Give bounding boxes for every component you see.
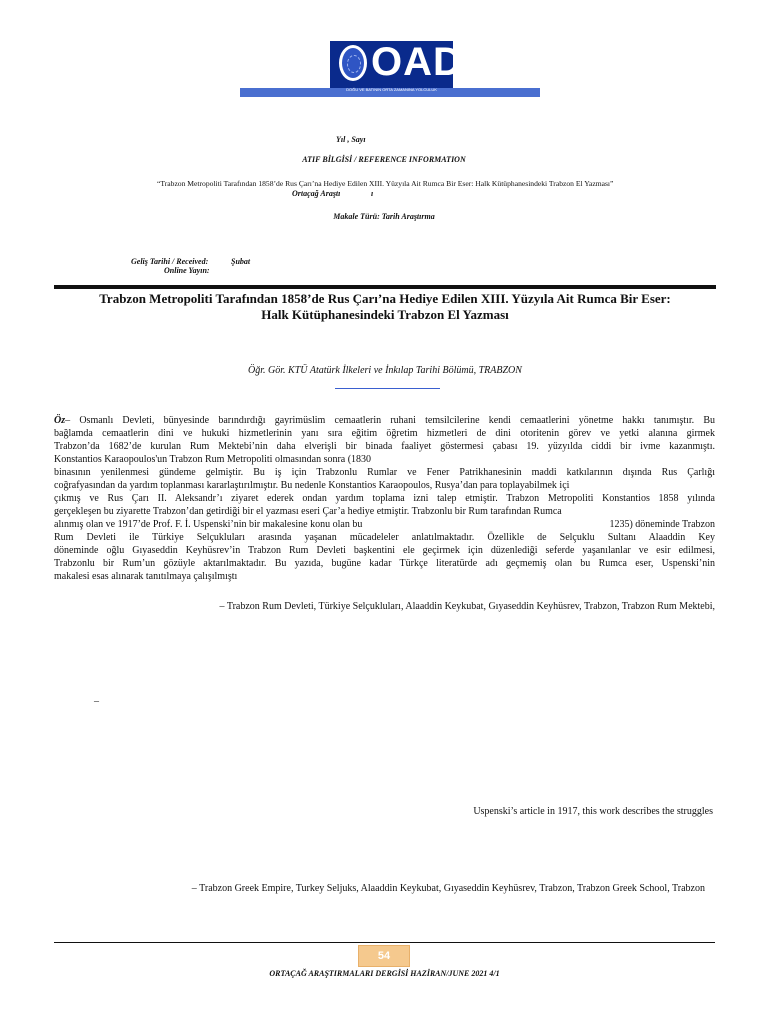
abstract-line-8: gerçekleşen bu ziyarette Trabzon’dan getirdiği bir el yazması eseri Çar’a hediye etmiştir. Trabzonlu bir Rum tarafından Rumca (54, 506, 562, 517)
seal-icon (339, 45, 367, 81)
abstract-line-9a: alınmış olan ve 1917’de Prof. F. İ. Uspenski’nin bir makalesine konu olan bu (54, 519, 363, 530)
title-rule (54, 285, 716, 289)
english-dash: – (94, 696, 99, 707)
author-line: Öğr. Gör. KTÜ Atatürk İlkeleri ve İnkılap Tarihi Bölümü, TRABZON (248, 365, 522, 376)
abstract-line-4: Konstantios Karaopoulos'un Trabzon Rum Metropoliti olmasından sonra (1830 (54, 454, 372, 465)
abstract-line-6: coğrafyasından da yardım toplanması kararlaştırılmıştır. Bu nedenle Konstantios Karaopoulos, Rusya’dan para toplayabilmek içi (54, 480, 570, 491)
journal-footer: ORTAÇAĞ ARAŞTIRMALARI DERGİSİ HAZİRAN/JUNE 2021 4/1 (269, 969, 500, 978)
keywords-tr: – Trabzon Rum Devleti, Türkiye Selçukluları, Alaaddin Keykubat, Gıyaseddin Keyhüsrev, Trabzon, Trabzon Rum Mektebi, (219, 601, 715, 612)
author-rule (335, 388, 440, 389)
citation-text: “Trabzon Metropoliti Tarafından 1858’de Rus Çarı’na Hediye Edilen XIII. Yüzyıla Ait Rumca Bir Eser: Halk Kütüphanesindeki Trabzon El Yazması” (157, 179, 614, 188)
logo-subtitle: DOĞU VE BATININ ORTA ZAMANINA YOLCULUK (346, 87, 437, 92)
article-title (54, 291, 716, 323)
abstract-line-11: döneminde oğlu Gıyaseddin Keyhüsrev’in Trabzon Rum Devleti başkentini ele geçirmek için düzenlediği seferde yaşanılanlar ve esir edilmesi, (54, 545, 715, 556)
title-line-2: Halk Kütüphanesindeki Trabzon El Yazması (261, 307, 509, 322)
citation-journal: Ortaçağ Araştı (292, 189, 341, 198)
abstract-line-7: çıkmış ve Rus Çarı II. Aleksandr’ı ziyaret ederek ondan yardım toplama izni talep etmiştir. Trabzon Metropoliti Konstantios 1858 yılında (54, 493, 715, 504)
journal-logo (330, 40, 463, 88)
footer-rule (54, 942, 715, 943)
article-type: Makale Türü: Tarih Araştırma (333, 212, 435, 221)
abstract-line-13: makalesi esas alınarak tanıtılmaya çalışılmıştı (54, 571, 238, 582)
page-number-badge: 54 (358, 945, 410, 967)
logo-letters: OAD (371, 40, 463, 84)
abstract-line-2: bağlamda cemaatlerin dini ve hukuki hizmetlerinin yanı sıra eğitim öğretim hizmetleri de dini otoritenin görev ve yetki alanına girmek (54, 428, 715, 439)
online-label: Online Yayın: (164, 266, 210, 275)
abstract-line-9b: 1235) döneminde Trabzon (609, 519, 715, 530)
abstract-label: Öz (54, 415, 66, 426)
abstract-line-5: binasının yenilenmesi gündeme gelmiştir. Bu iş için Trabzonlu Rumlar ve Fener Patrikhanesinin maddi katkılarının dışında Rus Çarlığı (54, 467, 715, 478)
keywords-en: – Trabzon Greek Empire, Turkey Seljuks, Alaaddin Keykubat, Gıyaseddin Keyhüsrev, Trabzon, Trabzon Greek School, Trabzon (191, 883, 705, 894)
abstract-line-12: Trabzonlu bir Rum’un gözüyle aktarılmaktadır. Bu yazıda, bugüne kadar Türkçe literatürde adı geçmemiş olan bu Rumca eser, Uspenski’nin (54, 558, 715, 569)
title-line-1: Trabzon Metropoliti Tarafından 1858’de Rus Çarı’na Hediye Edilen XIII. Yüzyıla Ait Rumca Bir Eser: (99, 291, 671, 306)
abstract-line-10: Rum Devleti ile Türkiye Selçukluları arasında yaşanan mücadeleler anlatılmaktadır. Özellikle de Selçuklu Sultanı Alaaddin Key (54, 532, 715, 543)
received-value: Şubat (231, 257, 251, 266)
english-line: Uspenski’s article in 1917, this work describes the struggles (473, 806, 713, 817)
abstract-line-1: Öz– Osmanlı Devleti, bünyesinde barındırdığı gayrimüslim cemaatlerin ruhani temsilcilerine kendi cemaatlerini yönetme hakkı tanımıştır. Bu (54, 415, 715, 426)
received-label: Geliş Tarihi / Received: (131, 257, 209, 266)
abstract-line-3: Trabzon’da 1682’de kurulan Rum Mektebi’nin daha elverişli bir binada faaliyet göstermesi çabası 19. yüzyılda ciddi bir ivme kazanmıştı. (54, 441, 715, 452)
year-issue: Yıl , Sayı (336, 135, 366, 144)
citation-suffix: ı (371, 189, 374, 198)
citation-heading: ATIF BİLGİSİ / REFERENCE INFORMATION (302, 155, 466, 164)
